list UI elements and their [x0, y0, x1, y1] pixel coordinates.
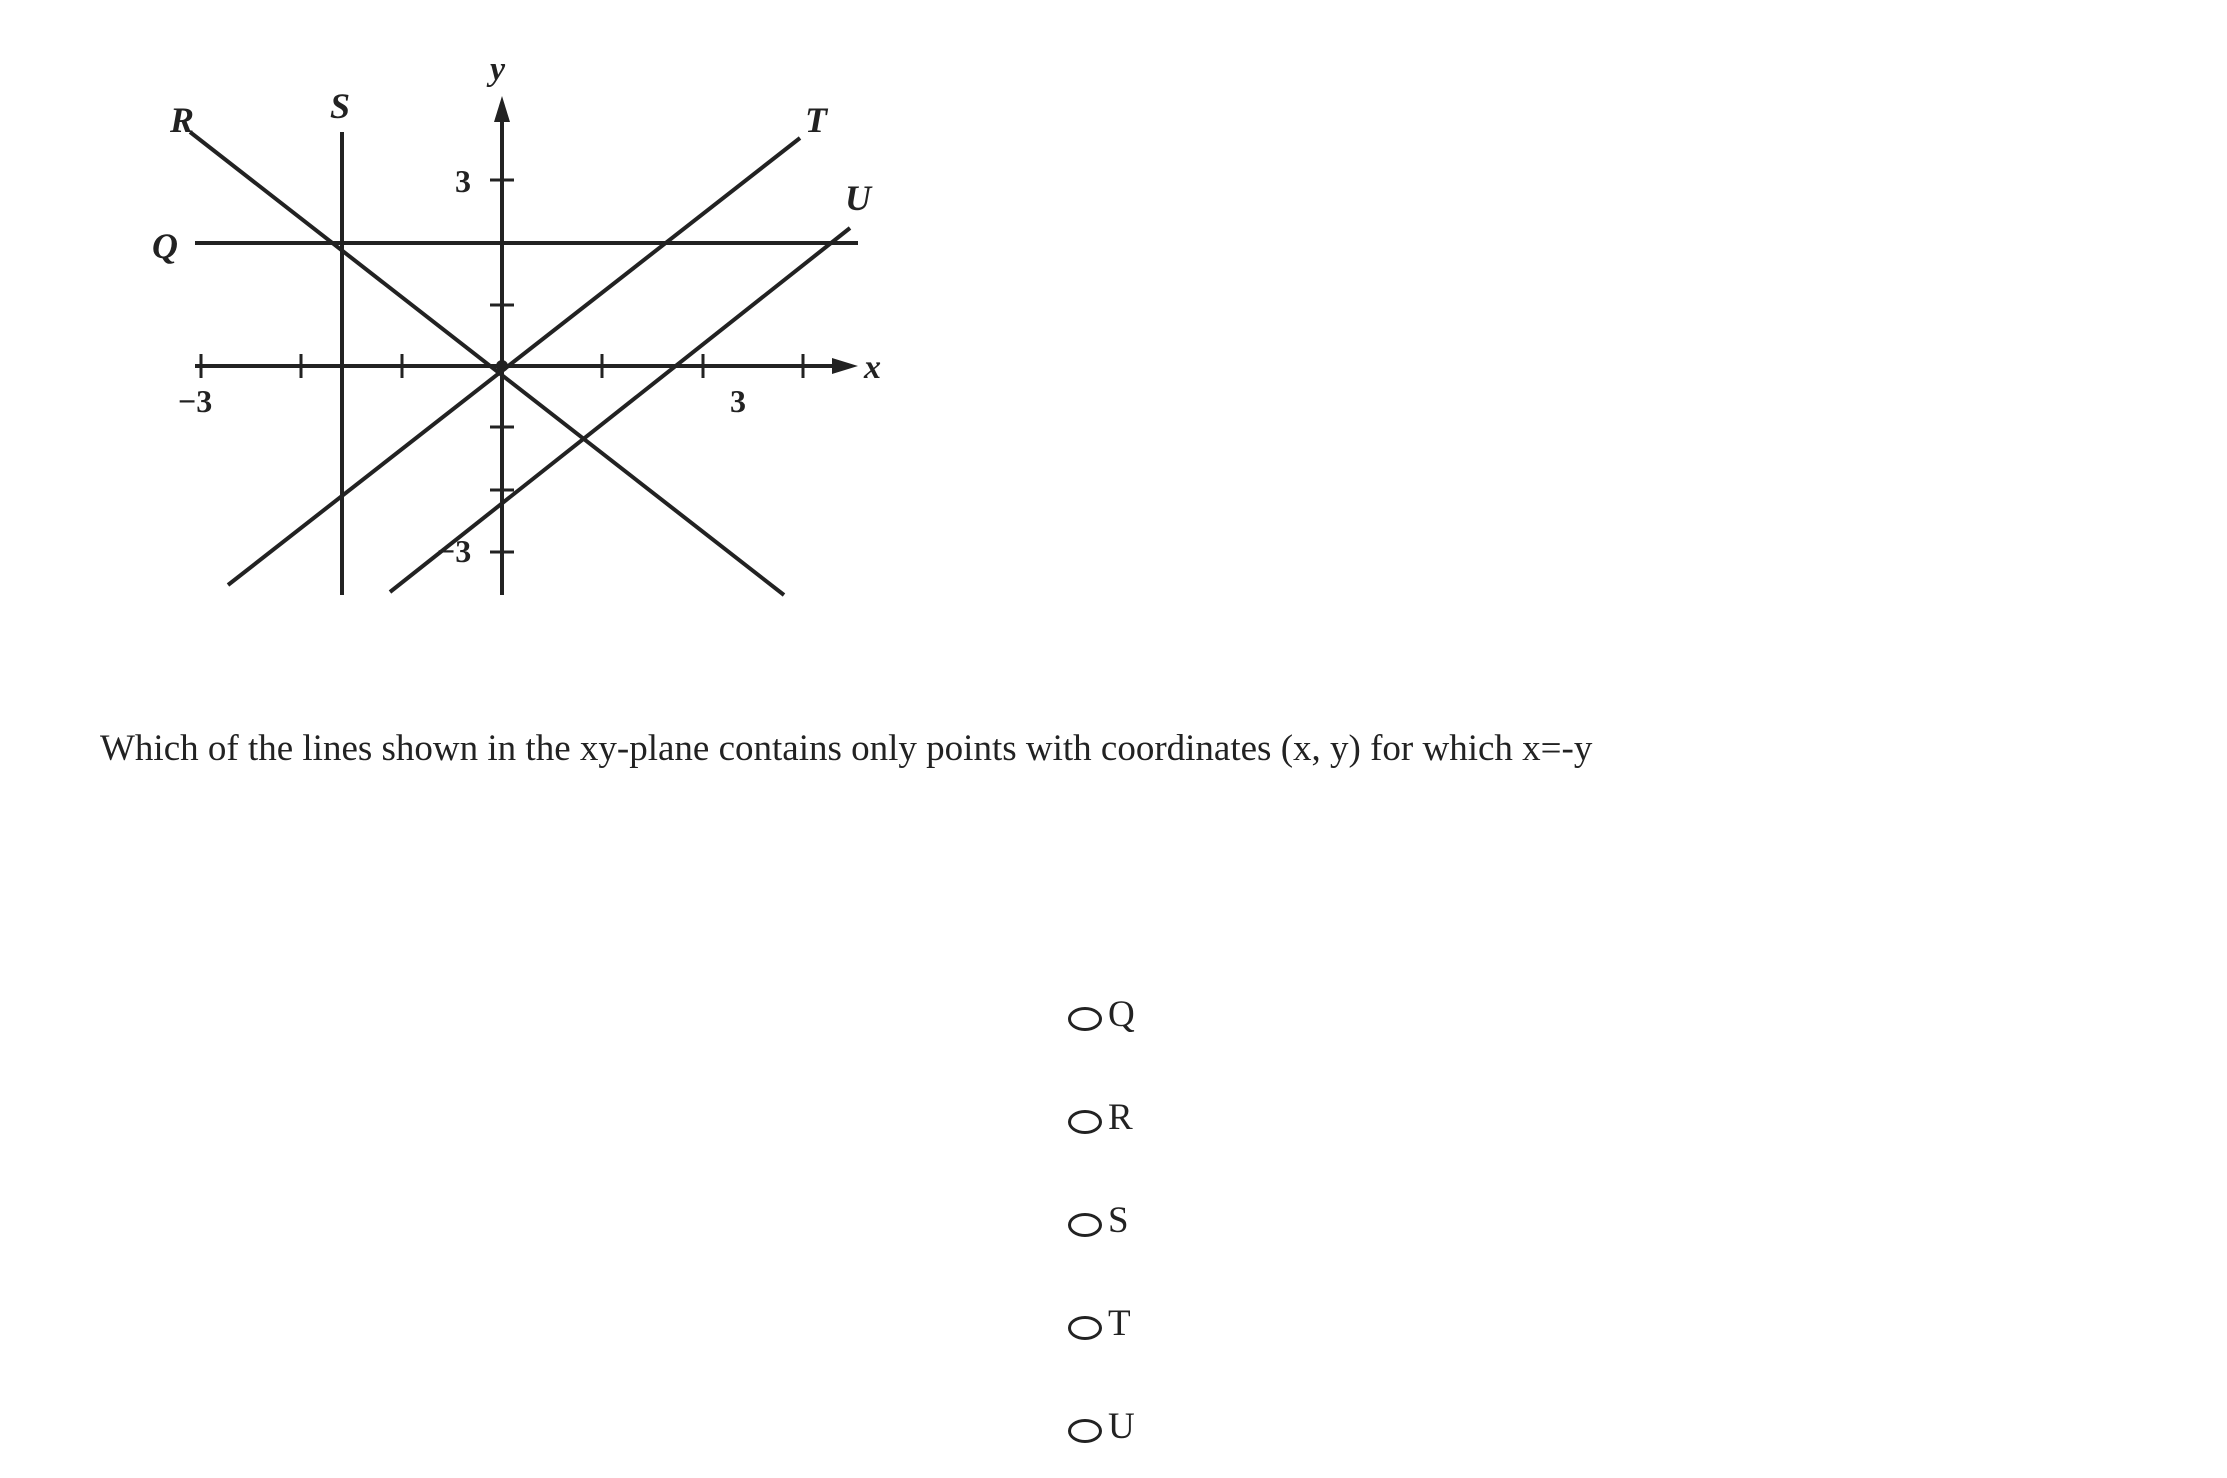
- y-axis-arrow: [494, 96, 510, 122]
- x-tick-label-3: 3: [730, 383, 746, 419]
- line-label-r: R: [170, 100, 195, 140]
- choice-t[interactable]: [1068, 1272, 1135, 1375]
- choice-u[interactable]: [1068, 1375, 1135, 1478]
- line-label-t: T: [805, 100, 827, 140]
- radio-button-icon[interactable]: [1068, 1419, 1102, 1443]
- radio-button-icon[interactable]: [1068, 1110, 1102, 1134]
- x-axis-label: x: [864, 349, 881, 386]
- x-axis-arrow: [832, 358, 858, 374]
- choice-label: T: [1108, 1302, 1131, 1344]
- line-t: [228, 138, 800, 585]
- line-label-s: S: [330, 86, 351, 126]
- question-text: Which of the lines shown in the xy-plane contains only points with coordinates (x, y) for which x=-y: [100, 728, 1593, 769]
- line-label-q: Q: [152, 226, 178, 266]
- y-tick-label-neg3: −3: [437, 533, 472, 569]
- choice-s[interactable]: [1068, 1169, 1135, 1272]
- line-label-u: U: [845, 178, 871, 218]
- xy-plane-diagram: [140, 50, 900, 610]
- choice-label: U: [1108, 1405, 1135, 1447]
- choice-r[interactable]: [1068, 1066, 1135, 1169]
- radio-button-icon[interactable]: [1068, 1213, 1102, 1237]
- line-r: [190, 132, 784, 595]
- choice-q[interactable]: [1068, 963, 1135, 1066]
- radio-button-icon[interactable]: [1068, 1316, 1102, 1340]
- coordinate-figure: [140, 50, 900, 610]
- y-tick-label-3: 3: [455, 163, 471, 199]
- choice-label: S: [1108, 1199, 1129, 1241]
- choice-label: Q: [1108, 993, 1135, 1035]
- origin-point: [496, 360, 508, 372]
- radio-button-icon[interactable]: [1068, 1007, 1102, 1031]
- x-tick-label-neg3: −3: [178, 383, 213, 419]
- answer-choices: [1068, 963, 1135, 1478]
- y-axis-label: y: [490, 51, 506, 88]
- choice-label: R: [1108, 1096, 1133, 1138]
